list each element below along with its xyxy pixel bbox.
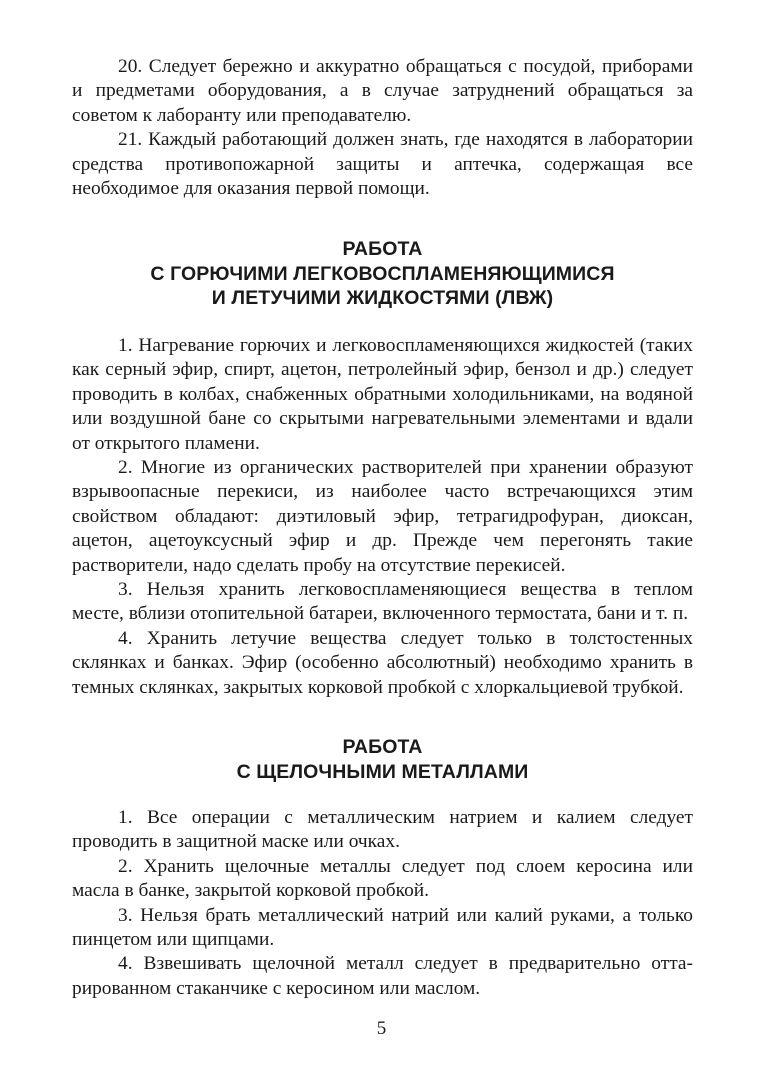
- flammable-rule-1: 1. Нагревание горючих и легковоспламеняющихся жидкостей (таких как серный эфир, спирт, ацетон, петролейный эфир, бензол и др.) следует проводить в колбах, снабженных обратными холодильниками, на водяной или воздушной бане со скрытыми нагревательными элементами и вдали от открытого пламени.: [72, 334, 693, 454]
- section-title-line: И ЛЕТУЧИМИ ЖИДКОСТЯМИ (ЛВЖ): [211, 287, 554, 310]
- page-number: 5: [376, 1018, 387, 1039]
- section-title-line: С ГОРЮЧИМИ ЛЕГКОВОСПЛАМЕНЯЮЩИМИСЯ: [150, 262, 615, 285]
- alkali-rule-1: 1. Все операции с металлическим натрием и калием следует проводить в защитной маске или очках.: [72, 807, 693, 853]
- rule-paragraph-20: 20. Следует бережно и аккуратно обращаться с посудой, приборами и предметами оборудования, а в случае затруднений обращаться за советом к лаборанту или преподавателю.: [72, 56, 693, 126]
- flammable-rule-2: 2. Многие из органических растворителей при хранении образуют взрывоопасные перекиси, из наиболее часто встречающихся этим свойством обладают: диэтиловый эфир, тетрагидрофуран, диоксан, ацетон, ацетоуксусный эфир и др. Прежде чем перегонять такие растворители, надо сделать пробу на отсутствие перекисей.: [72, 456, 693, 576]
- alkali-rule-2: 2. Хранить щелочные металлы следует под слоем керосина или масла в банке, закрытой корковой пробкой.: [72, 855, 693, 902]
- alkali-metals-rules: [72, 806, 693, 1001]
- rule-paragraph-21: 21. Каждый работающий должен знать, где находятся в лаборатории средства противопожарной защиты и аптечка, содержащая все необходимое для оказания первой помощи.: [72, 129, 693, 200]
- section-title-line: РАБОТА: [342, 736, 423, 759]
- alkali-rule-4: 4. Взвешивать щелочной металл следует в предварительно оттарированном стаканчике с керосином или маслом.: [72, 953, 693, 999]
- flammable-rule-3: 3. Нельзя хранить легковоспламеняющиеся вещества в теплом месте, вблизи отопительной батареи, включенного термостата, бани и т. п.: [72, 579, 693, 625]
- alkali-rule-3: 3. Нельзя брать металлический натрий или калий руками, а только пинцетом или щипцами.: [72, 904, 693, 951]
- flammable-liquids-rules: [72, 334, 693, 700]
- section-title-alkali-metals: [72, 735, 693, 784]
- section-title-line: С ЩЕЛОЧНЫМИ МЕТАЛЛАМИ: [236, 760, 529, 783]
- section-title-line: РАБОТА: [342, 238, 423, 261]
- intro-block: [72, 55, 693, 201]
- flammable-rule-4: 4. Хранить летучие вещества следует только в толстостенных склянках и банках. Эфир (особенно абсолютный) необходимо хранить в темных склянках, закрытых корковой пробкой с хлоркальциевой трубкой.: [72, 627, 693, 698]
- section-title-flammable-liquids: [72, 237, 693, 311]
